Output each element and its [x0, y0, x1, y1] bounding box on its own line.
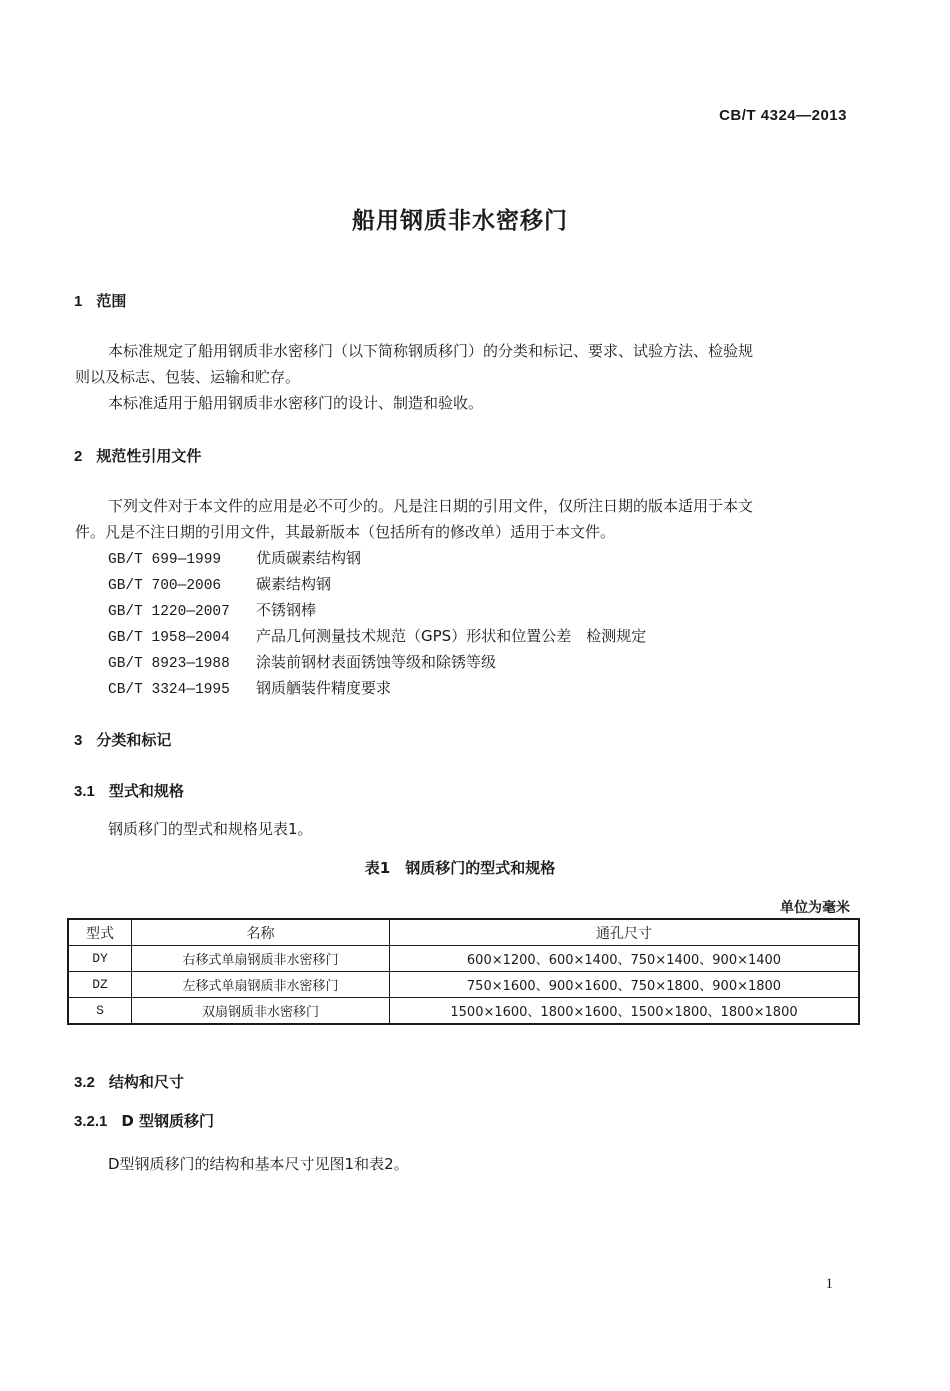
reference-code: GB/T 1220—2007: [108, 604, 230, 620]
reference-title: 不锈钢棒: [256, 601, 317, 619]
cell-name: 双扇钢质非水密移门: [132, 998, 390, 1025]
reference-title: 优质碳素结构钢: [256, 549, 362, 567]
standard-code: CB/T 4324—2013: [719, 107, 847, 124]
header-name: 名称: [132, 919, 390, 946]
reference-item: [108, 547, 361, 568]
reference-item: [108, 625, 646, 646]
table-row: [68, 946, 859, 972]
table-title: 表1 钢质移门的型式和规格: [364, 859, 556, 877]
reference-title: 产品几何测量技术规范（GPS）形状和位置公差 检测规定: [256, 627, 647, 645]
section-1-heading: [74, 290, 126, 311]
reference-code: GB/T 1958—2004: [108, 630, 230, 646]
reference-item: [108, 573, 331, 594]
reference-title: 碳素结构钢: [256, 575, 332, 593]
reference-title: 涂装前钢材表面锈蚀等级和除锈等级: [256, 653, 497, 671]
section-2-heading: [74, 445, 201, 466]
section-title: 结构和尺寸: [108, 1073, 184, 1091]
header-type: 型式: [68, 919, 132, 946]
sec3-1-text: 钢质移门的型式和规格见表1。: [108, 820, 313, 838]
section-number: 2: [74, 448, 83, 465]
cell-size: 1500×1600、1800×1600、1500×1800、1800×1800: [390, 998, 860, 1025]
sec2-para1-line1: 下列文件对于本文件的应用是必不可少的。凡是注日期的引用文件，仅所注日期的版本适用于本文: [108, 497, 754, 515]
sec1-para1-line2: 则以及标志、包装、运输和贮存。: [75, 368, 301, 386]
cell-name: 右移式单扇钢质非水密移门: [132, 946, 390, 972]
table-header-row: [68, 919, 859, 946]
cell-type: DZ: [68, 972, 132, 998]
section-title: 型式和规格: [108, 782, 184, 800]
table-row: [68, 998, 859, 1025]
cell-size: 600×1200、600×1400、750×1400、900×1400: [390, 946, 860, 972]
section-number: 3.1: [74, 783, 95, 800]
section-title: D 型钢质移门: [121, 1112, 215, 1130]
section-title: 范围: [96, 292, 127, 310]
cell-name: 左移式单扇钢质非水密移门: [132, 972, 390, 998]
section-3-heading: [74, 729, 171, 750]
section-title: 规范性引用文件: [96, 447, 202, 465]
cell-type: S: [68, 998, 132, 1025]
reference-code: GB/T 8923—1988: [108, 656, 230, 672]
reference-item: [108, 651, 496, 672]
sec2-para1-line2: 件。凡是不注日期的引用文件，其最新版本（包括所有的修改单）适用于本文件。: [75, 523, 616, 541]
sec1-para1-line1: 本标准规定了船用钢质非水密移门（以下简称钢质移门）的分类和标记、要求、试验方法、检验规: [108, 342, 754, 360]
sec3-2-1-text: D型钢质移门的结构和基本尺寸见图1和表2。: [108, 1155, 409, 1173]
cell-type: DY: [68, 946, 132, 972]
table-row: [68, 972, 859, 998]
reference-code: CB/T 3324—1995: [108, 682, 230, 698]
reference-code: GB/T 700—2006: [108, 578, 222, 594]
sec1-para2: 本标准适用于船用钢质非水密移门的设计、制造和验收。: [108, 394, 484, 412]
reference-code: GB/T 699—1999: [108, 552, 222, 568]
section-3-2-1-heading: [74, 1110, 214, 1131]
table-unit: 单位为毫米: [780, 900, 850, 916]
page-number: 1: [825, 1276, 833, 1292]
section-number: 1: [74, 293, 83, 310]
spec-table: [67, 918, 860, 1025]
section-number: 3.2.1: [74, 1113, 108, 1130]
cell-size: 750×1600、900×1600、750×1800、900×1800: [390, 972, 860, 998]
section-3-1-heading: [74, 780, 184, 801]
reference-item: [108, 599, 316, 620]
section-3-2-heading: [74, 1071, 184, 1092]
section-number: 3: [74, 732, 83, 749]
section-title: 分类和标记: [96, 731, 172, 749]
header-size: 通孔尺寸: [390, 919, 860, 946]
section-number: 3.2: [74, 1074, 95, 1091]
reference-title: 钢质舾装件精度要求: [256, 679, 392, 697]
reference-item: [108, 677, 391, 698]
document-title: 船用钢质非水密移门: [352, 208, 568, 234]
